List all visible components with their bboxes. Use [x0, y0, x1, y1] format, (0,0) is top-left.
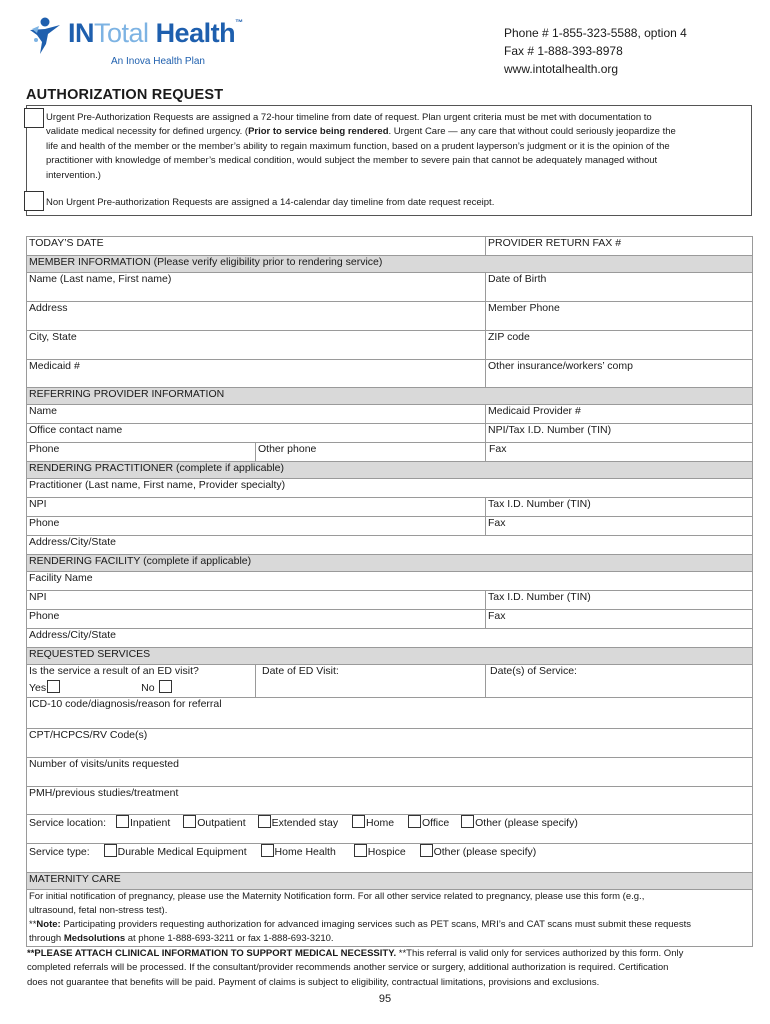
- icd10-field[interactable]: ICD-10 code/diagnosis/reason for referral: [27, 698, 753, 729]
- member-phone-field[interactable]: Member Phone: [486, 302, 753, 331]
- hospice-label: Hospice: [367, 846, 406, 858]
- service-type-row: [27, 844, 753, 873]
- zip-code-field[interactable]: ZIP code: [486, 331, 753, 360]
- urgent-request-text: Urgent Pre-Authorization Requests are assigned a 72-hour timeline from date of request. Plan urgent criteria must be met with documentation to validate medical necessity for defined urgency. (Prior to service being rendered. Urgent Care — any care that without could seriously jeopardize the life and health of the member or the member’s ability to regain maximum function, based on a prudent layperson’s judgment or it is the opinion of the practitioner with knowledge of member’s medical condition, would subject the member to severe pain that cannot be adequately managed without intervention.): [46, 112, 676, 181]
- facility-fax-field[interactable]: Fax: [486, 610, 753, 629]
- footer-disclaimer: **PLEASE ATTACH CLINICAL INFORMATION TO SUPPORT MEDICAL NECESSITY. **This referral is valid only for services authorized by this form. Only completed referrals will be processed. If the consultant/provider recommends another service or surgery, additional authorization is required. Certification does not guarantee that benefits will be paid. Payment of claims is subject to eligibility, contractual limitations, provisions and exclusions.: [27, 948, 684, 988]
- attach-clinical-info: **PLEASE ATTACH CLINICAL INFORMATION TO SUPPORT MEDICAL NECESSITY.: [27, 948, 397, 959]
- outpatient-label: Outpatient: [197, 817, 246, 829]
- home-health-checkbox[interactable]: [261, 844, 274, 857]
- practitioner-address-field[interactable]: Address/City/State: [27, 536, 753, 555]
- contact-website[interactable]: www.intotalhealth.org: [504, 62, 619, 76]
- provider-return-fax-field[interactable]: PROVIDER RETURN FAX #: [486, 237, 753, 256]
- facility-address-field[interactable]: Address/City/State: [27, 629, 753, 648]
- dates-of-service-field[interactable]: Date(s) of Service:: [486, 665, 753, 698]
- maternity-notes-cell: For initial notification of pregnancy, please use the Maternity Notification form. For all other service related to pregnancy, please use this form (e.g., ultrasound, fetal non-stress test). **Note: Participating providers requesting authorization for advanced imaging services such as PET scans, MRI’s and CAT scans must submit these requests through Medsolutions at phone 1-888-693-3211 or fax 1-888-693-3210.: [27, 890, 753, 947]
- other-insurance-field[interactable]: Other insurance/workers’ comp: [486, 360, 753, 388]
- practitioner-phone-field[interactable]: Phone: [27, 517, 486, 536]
- member-name-field[interactable]: Name (Last name, First name): [27, 273, 486, 302]
- requested-services-header: REQUESTED SERVICES: [27, 648, 753, 665]
- office-contact-field[interactable]: Office contact name: [27, 424, 486, 443]
- maternity-care-header: MATERNITY CARE: [27, 873, 753, 890]
- intotal-logo-figure-icon: [26, 16, 66, 56]
- npi-tin-field[interactable]: NPI/Tax I.D. Number (TIN): [486, 424, 753, 443]
- ed-no-checkbox[interactable]: [159, 680, 172, 693]
- ed-visit-date-field[interactable]: Date of ED Visit:: [256, 665, 486, 698]
- ed-yes-checkbox[interactable]: [47, 680, 60, 693]
- member-info-header: MEMBER INFORMATION (Please verify eligibility prior to rendering service): [27, 256, 753, 273]
- todays-date-field[interactable]: TODAY’S DATE: [27, 237, 486, 256]
- practitioner-fax-field[interactable]: Fax: [486, 517, 753, 536]
- other-type-checkbox[interactable]: [420, 844, 433, 857]
- facility-tin-field[interactable]: Tax I.D. Number (TIN): [486, 591, 753, 610]
- maternity-note: For initial notification of pregnancy, please use the Maternity Notification form. For all other service related to pregnancy, please use this form (e.g.,: [29, 891, 645, 902]
- referring-provider-header: REFERRING PROVIDER INFORMATION: [27, 388, 753, 405]
- rendering-practitioner-header: RENDERING PRACTITIONER (complete if applicable): [27, 462, 753, 479]
- facility-name-field[interactable]: Facility Name: [27, 572, 753, 591]
- logo-tagline: An Inova Health Plan: [111, 56, 205, 67]
- service-location-row: [27, 815, 753, 844]
- office-location-label: Office: [421, 817, 450, 829]
- practitioner-field[interactable]: Practitioner (Last name, First name, Provider specialty): [27, 479, 753, 498]
- contact-fax: Fax # 1-888-393-8978: [504, 44, 623, 58]
- other-type-label: Other (please specify): [433, 846, 537, 858]
- dme-checkbox[interactable]: [104, 844, 117, 857]
- visits-requested-field[interactable]: Number of visits/units requested: [27, 758, 753, 787]
- urgent-request-checkbox[interactable]: [24, 108, 44, 128]
- practitioner-tin-field[interactable]: Tax I.D. Number (TIN): [486, 498, 753, 517]
- dme-label: Durable Medical Equipment: [117, 846, 247, 858]
- contact-phone: Phone # 1-855-323-5588, option 4: [504, 26, 687, 40]
- page-title: AUTHORIZATION REQUEST: [26, 87, 224, 103]
- ed-visit-question: Is the service a result of an ED visit?: [29, 665, 199, 677]
- referring-fax-field[interactable]: Fax: [486, 443, 753, 462]
- home-location-label: Home: [366, 817, 395, 829]
- extended-stay-checkbox[interactable]: [258, 815, 271, 828]
- office-location-checkbox[interactable]: [408, 815, 421, 828]
- intotal-logo: INTotal Health™: [68, 18, 243, 48]
- nonurgent-request-label: Non Urgent Pre-authorization Requests: [46, 197, 213, 208]
- authorization-form-table: [26, 236, 753, 947]
- extended-stay-label: Extended stay: [271, 817, 339, 829]
- nonurgent-request-checkbox[interactable]: [24, 191, 44, 211]
- ed-yes-label: Yes: [29, 682, 47, 694]
- cpt-codes-field[interactable]: CPT/HCPCS/RV Code(s): [27, 729, 753, 758]
- pmh-field[interactable]: PMH/previous studies/treatment: [27, 787, 753, 815]
- outpatient-checkbox[interactable]: [183, 815, 196, 828]
- service-type-label: Service type:: [29, 846, 90, 858]
- date-of-birth-field[interactable]: Date of Birth: [486, 273, 753, 302]
- inpatient-checkbox[interactable]: [116, 815, 129, 828]
- practitioner-npi-field[interactable]: NPI: [27, 498, 486, 517]
- ed-no-label: No: [141, 682, 155, 694]
- hospice-checkbox[interactable]: [354, 844, 367, 857]
- nonurgent-request-text: Non Urgent Pre-authorization Requests are assigned a 14-calendar day timeline from date request receipt.: [46, 197, 495, 208]
- home-location-checkbox[interactable]: [352, 815, 365, 828]
- urgent-request-label: Urgent Pre-Authorization Requests: [46, 112, 194, 123]
- medicaid-provider-field[interactable]: Medicaid Provider #: [486, 405, 753, 424]
- home-health-label: Home Health: [274, 846, 336, 858]
- page-number: 95: [378, 993, 392, 1005]
- referring-phone-field[interactable]: Phone: [27, 443, 256, 462]
- medicaid-number-field[interactable]: Medicaid #: [27, 360, 486, 388]
- rendering-facility-header: RENDERING FACILITY (complete if applicable): [27, 555, 753, 572]
- city-state-field[interactable]: City, State: [27, 331, 486, 360]
- other-phone-field[interactable]: Other phone: [256, 443, 486, 462]
- service-location-label: Service location:: [29, 817, 107, 829]
- contact-block: [504, 24, 687, 78]
- imaging-note: **Note: Participating providers requesting authorization for advanced imaging services such as PET scans, MRI’s and CAT scans must submit these requests: [29, 919, 691, 930]
- ed-visit-question-cell: [27, 665, 256, 698]
- facility-phone-field[interactable]: Phone: [27, 610, 486, 629]
- facility-npi-field[interactable]: NPI: [27, 591, 486, 610]
- inpatient-label: Inpatient: [129, 817, 171, 829]
- member-address-field[interactable]: Address: [27, 302, 486, 331]
- other-location-label: Other (please specify): [475, 817, 578, 829]
- other-location-checkbox[interactable]: [461, 815, 474, 828]
- referring-name-field[interactable]: Name: [27, 405, 486, 424]
